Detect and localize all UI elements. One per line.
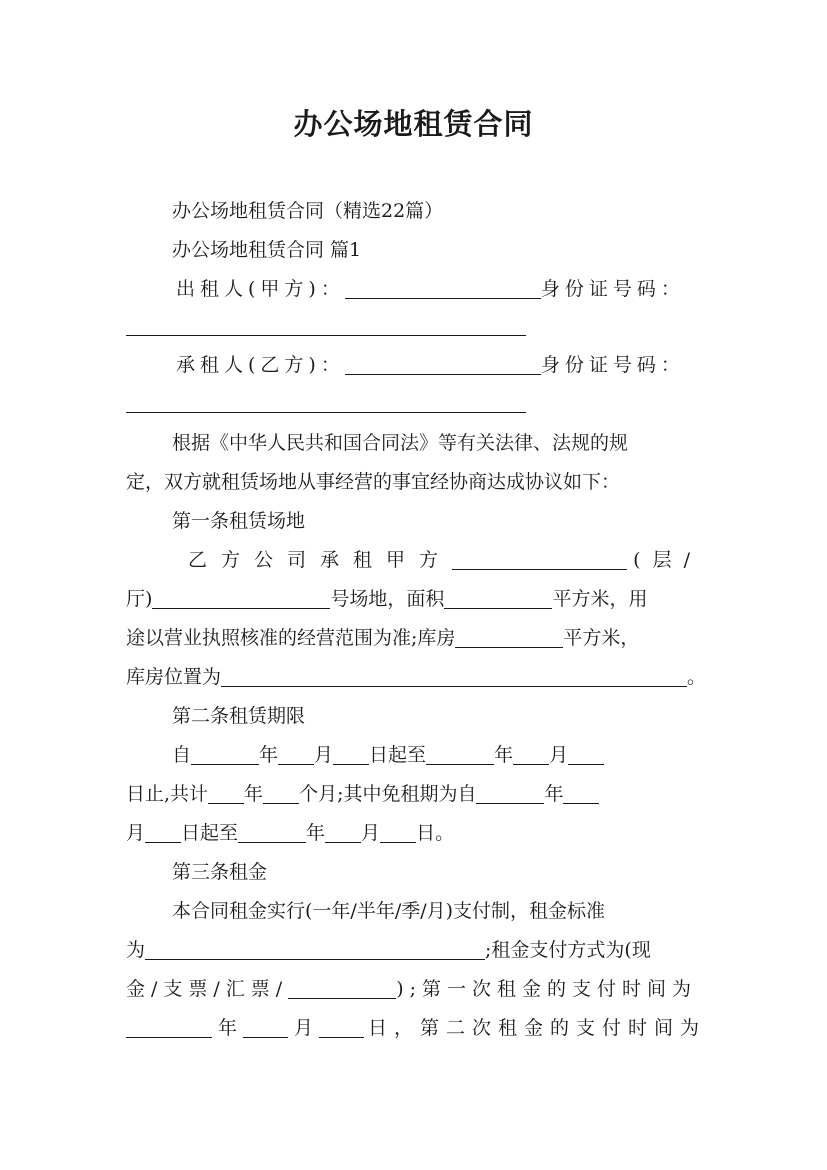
article-heading — [172, 237, 702, 263]
lessor-id-label: 身份证号码： — [540, 278, 685, 300]
lessee-id-row — [126, 390, 706, 416]
end-month-blank[interactable] — [513, 745, 549, 765]
start-month-blank[interactable] — [278, 745, 314, 765]
free-start-month-blank[interactable] — [563, 784, 599, 804]
art3-text-h: 日，第二次租金的支付时间为 — [367, 1017, 706, 1039]
free-start-day-blank[interactable] — [145, 823, 181, 843]
t-yue-3: 月 — [126, 822, 146, 844]
intro-text-1: 根据《中华人民共和国合同法》等有关法律、法规的规 — [172, 432, 629, 454]
first-pay-day-blank[interactable] — [319, 1018, 364, 1038]
t-yue-1: 月 — [314, 744, 334, 766]
t-nian-3: 年 — [244, 783, 264, 805]
article-1-line-4 — [126, 664, 706, 690]
total-years-blank[interactable] — [208, 784, 244, 804]
t-nian-1: 年 — [259, 744, 279, 766]
art1-text-d: 号场地，面积 — [330, 588, 445, 610]
intro-text-2: 定，双方就租赁场地从事经营的事宜经协商达成协议如下： — [126, 471, 621, 493]
first-pay-month-blank[interactable] — [243, 1018, 288, 1038]
site-number-blank[interactable] — [152, 589, 330, 609]
t-yue-4: 月 — [361, 822, 381, 844]
lessor-name-blank[interactable] — [345, 279, 541, 299]
art3-text-a: 本合同租金实行(一年/半年/季/月)支付制，租金标准 — [172, 900, 606, 922]
start-day-blank[interactable] — [333, 745, 369, 765]
intro-line-1 — [172, 430, 702, 456]
total-months-blank[interactable] — [263, 784, 299, 804]
free-end-month-blank[interactable] — [325, 823, 361, 843]
article-1-title — [172, 508, 702, 534]
t-riqizhi-2: 日起至 — [181, 822, 239, 844]
floor-blank[interactable] — [452, 550, 627, 570]
t-rizhi-gongji: 日止,共计 — [126, 783, 209, 805]
art1-text-b: (层/ — [633, 549, 702, 571]
article-3-line-1 — [172, 898, 702, 924]
article-3-title — [172, 859, 702, 885]
subtitle-text: 办公场地租赁合同（精选22篇） — [172, 200, 444, 222]
art1-text-i: 。 — [686, 666, 706, 688]
art1-text-g: 平方米， — [563, 627, 640, 649]
lessee-name-blank[interactable] — [345, 355, 541, 375]
article-2-line-3 — [126, 820, 706, 846]
rent-standard-blank[interactable] — [145, 940, 485, 960]
art3-text-f: 年 — [218, 1017, 238, 1039]
art3-text-c: ;租金支付方式为(现 — [485, 939, 651, 961]
article-2-title-text: 第二条租赁期限 — [172, 705, 306, 727]
t-nian-2: 年 — [494, 744, 514, 766]
lessee-id-blank[interactable] — [126, 393, 526, 413]
article-heading-text: 办公场地租赁合同 篇1 — [172, 239, 362, 261]
start-year-blank[interactable] — [191, 745, 259, 765]
art1-text-a: 乙方公司承租甲方 — [188, 549, 453, 571]
lessor-row — [176, 276, 702, 302]
article-3-line-2 — [126, 937, 706, 963]
t-nian-4: 年 — [544, 783, 564, 805]
art1-text-c: 厅) — [126, 588, 153, 610]
art1-text-e: 平方米，用 — [552, 588, 648, 610]
warehouse-location-blank[interactable] — [221, 667, 687, 687]
t-geyue-mian: 个月;其中免租期为自 — [299, 783, 477, 805]
article-2-line-2 — [126, 781, 706, 807]
end-year-blank[interactable] — [426, 745, 494, 765]
lessee-id-label: 身份证号码： — [540, 354, 685, 376]
article-3-line-4 — [126, 1015, 706, 1041]
free-end-day-blank[interactable] — [380, 823, 416, 843]
article-2-line-1 — [172, 742, 702, 768]
article-3-line-3 — [126, 976, 706, 1002]
t-ri-end: 日。 — [416, 822, 455, 844]
art3-text-d: 金/支票/汇票/ — [126, 978, 289, 1000]
art3-text-g: 月 — [294, 1017, 314, 1039]
lessor-id-blank[interactable] — [126, 316, 526, 336]
area-blank[interactable] — [444, 589, 552, 609]
article-1-title-text: 第一条租赁场地 — [172, 510, 306, 532]
payment-other-blank[interactable] — [288, 979, 396, 999]
art1-text-h: 库房位置为 — [126, 666, 222, 688]
first-pay-year-blank[interactable] — [126, 1018, 212, 1038]
art1-text-f: 途以营业执照核准的经营范围为准;库房 — [126, 627, 456, 649]
free-end-year-blank[interactable] — [238, 823, 306, 843]
lessee-row — [176, 352, 702, 378]
lessee-label: 承租人(乙方)： — [176, 354, 345, 376]
t-zi: 自 — [172, 744, 192, 766]
article-1-line-3 — [126, 625, 706, 651]
lessor-label: 出租人(甲方)： — [176, 278, 345, 300]
end-day-blank[interactable] — [568, 745, 604, 765]
art3-text-b: 为 — [126, 939, 146, 961]
document-title: 办公场地租赁合同 — [293, 107, 534, 141]
article-1-line-1 — [188, 547, 702, 573]
t-riqizhi-1: 日起至 — [369, 744, 427, 766]
free-start-year-blank[interactable] — [476, 784, 544, 804]
warehouse-area-blank[interactable] — [455, 628, 563, 648]
document-subtitle — [172, 198, 702, 224]
article-2-title — [172, 703, 702, 729]
t-yue-2: 月 — [549, 744, 569, 766]
intro-line-2 — [126, 469, 712, 495]
t-nian-5: 年 — [306, 822, 326, 844]
art3-text-e: );第一次租金的支付时间为 — [396, 978, 698, 1000]
article-3-title-text: 第三条租金 — [172, 861, 268, 883]
article-1-line-2 — [126, 586, 706, 612]
lessor-id-row — [126, 313, 706, 339]
